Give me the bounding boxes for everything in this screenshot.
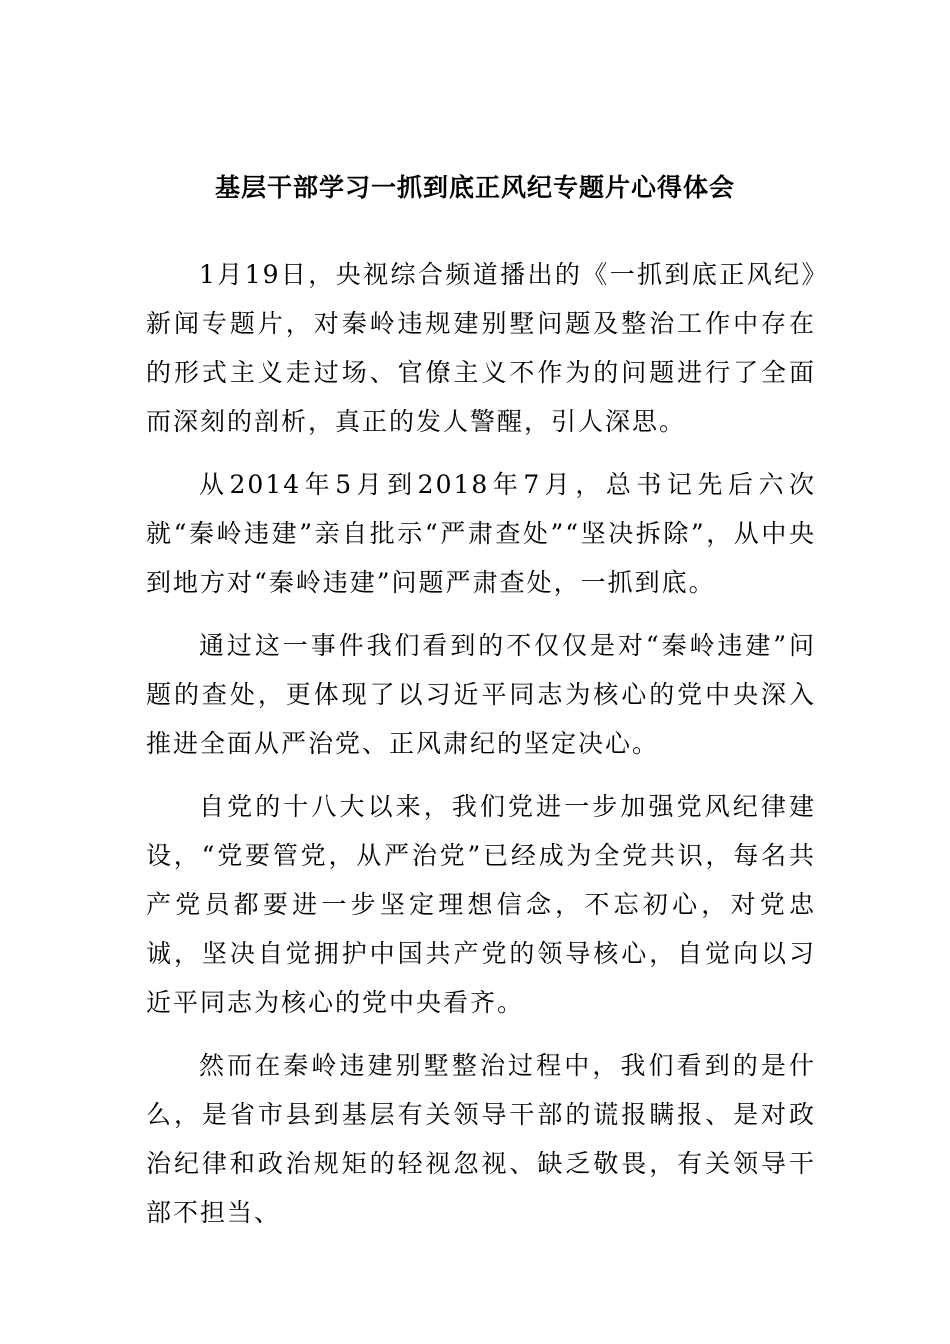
paragraph-4: 自党的十八大以来，我们党进一步加强党风纪律建设，“党要管党，从严治党”已经成为全党共识，每名共产党员都要进一步坚定理想信念，不忘初心，对党忠诚，坚决自觉拥护中国共产党的领导核心，自觉向以习近平同志为核心的党中央看齐。 [146,792,816,1017]
document-body [146,250,816,1251]
paragraph-2: 从2014年5月到2018年7月，总书记先后六次就“秦岭违建”亲自批示“严肃查处”“坚决拆除”，从中央到地方对“秦岭违建”问题严肃查处，一抓到底。 [146,470,816,597]
paragraph-5: 然而在秦岭违建别墅整治过程中，我们看到的是什么，是省市县到基层有关领导干部的谎报瞒报、是对政治纪律和政治规矩的轻视忽视、缺乏敬畏，有关领导干部不担当、 [146,1051,816,1227]
paragraph-1: 1月19日，央视综合频道播出的《一抓到底正风纪》新闻专题片，对秦岭违规建别墅问题及整治工作中存在的形式主义走过场、官僚主义不作为的问题进行了全面而深刻的剖析，真正的发人警醒，引人深思。 [146,260,816,436]
document-title: 基层干部学习一抓到底正风纪专题片心得体会 [214,173,735,202]
paragraph-3: 通过这一事件我们看到的不仅仅是对“秦岭违建”问题的查处，更体现了以习近平同志为核心的党中央深入推进全面从严治党、正风肃纪的坚定决心。 [146,631,816,758]
